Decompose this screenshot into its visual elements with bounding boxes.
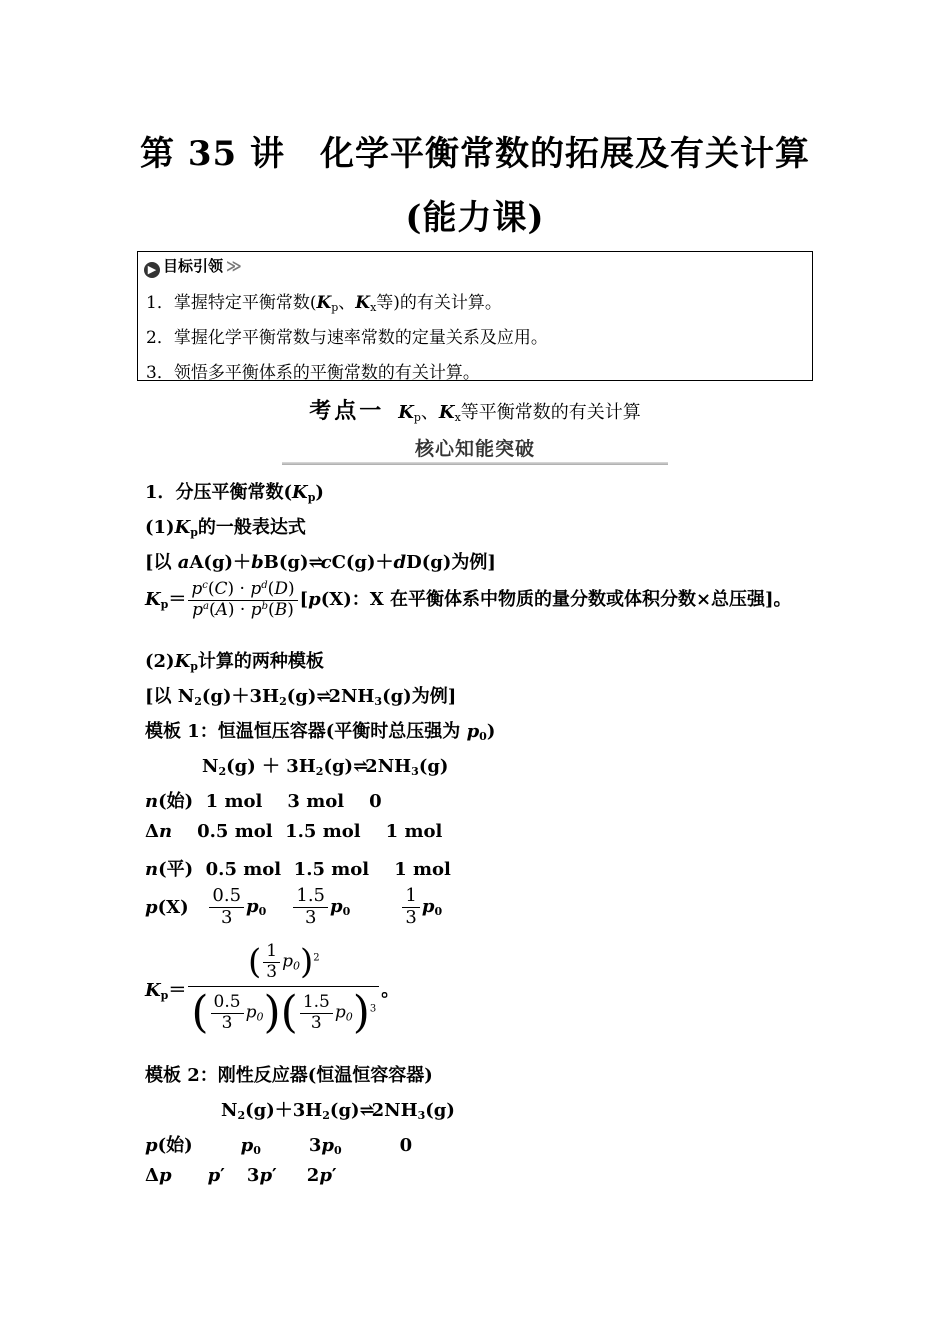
section-heading: 考点一 $K_p$、$K_x$等平衡常数的有关计算: [309, 399, 641, 424]
template1-row-change: Δn 0.5 mol 1.5 mol 1 mol: [145, 821, 443, 842]
template1-equation: $N_2(g)$ ＋ $3H_2(g)\rightleftharpoons 2NH_3(g)$: [202, 756, 449, 778]
goals-heading: ▶ 目标引领 ≫: [144, 255, 242, 278]
goal-item: 3．领悟多平衡体系的平衡常数的有关计算。: [146, 363, 480, 383]
play-icon: ▶: [144, 262, 160, 278]
heading-templates: $(2)K_p$计算的两种模板: [145, 651, 324, 673]
page-title: 第 35 讲 化学平衡常数的拓展及有关计算: [140, 134, 810, 174]
goal-item: 2．掌握化学平衡常数与速率常数的定量关系及应用。: [146, 328, 548, 348]
divider: [282, 462, 668, 465]
template1-heading: 模板 1：恒温恒压容器(平衡时总压强为 $p_0$): [145, 721, 496, 743]
kp-formula: $K_p=$ $\frac{p^c(C) \cdot p^d(D)}{p^a(A) \cdot p^b(B)}$ [p(X)：X 在平衡体系中物质的量分数或体积分数×总压强]。: [145, 579, 792, 620]
template2-row-start: p(始) $p_0$ $3p_0$ 0: [145, 1135, 413, 1157]
template1-row-start: n(始) 1 mol 3 mol 0: [145, 791, 382, 812]
section-subtitle-banner: [282, 432, 668, 466]
template2-heading: 模板 2：刚性反应器(恒温恒容容器): [145, 1065, 433, 1086]
template1-row-eq: n(平) 0.5 mol 1.5 mol 1 mol: [145, 859, 451, 880]
heading-kp: 1．分压平衡常数$(K_p)$: [145, 482, 324, 504]
page-subtitle: (能力课): [405, 198, 545, 238]
heading-kp-expression: $(1)K_p$的一般表达式: [145, 517, 306, 539]
double-chevron-icon: ≫: [226, 257, 242, 275]
template1-row-pressure: p(X) $\frac{0.5}{3}$ $p_0$ $\frac{1.5}{3}$ $p_0$ $\frac{1}{3}$ $p_0$: [145, 885, 443, 928]
template2-equation: $N_2(g)+3H_2(g)\rightleftharpoons 2NH_3(g)$: [221, 1100, 455, 1122]
kp-template1-formula: $K_p=$ ( $\frac{1}{3}$ $p_0)^2$ ( $\frac{0.5}{3}$ $p_0$)( $\frac{1.5}{3}$ $p_0)^3$ 。: [145, 941, 400, 1039]
goals-box: [137, 251, 813, 381]
example-general: [以 aA(g)＋bB(g)⇌cC(g)＋dD(g)为例]: [145, 552, 496, 573]
template2-row-change: Δp p′ 3p′ 2p′: [145, 1165, 337, 1186]
section-subtitle: 核心知能突破: [414, 438, 535, 460]
goal-item: 1．掌握特定平衡常数($K_p$、$K_x$等)的有关计算。: [146, 293, 502, 314]
example-nh3: [以 $N_2(g)+3H_2(g)\rightleftharpoons 2NH_3(g)$为例]: [145, 686, 457, 708]
